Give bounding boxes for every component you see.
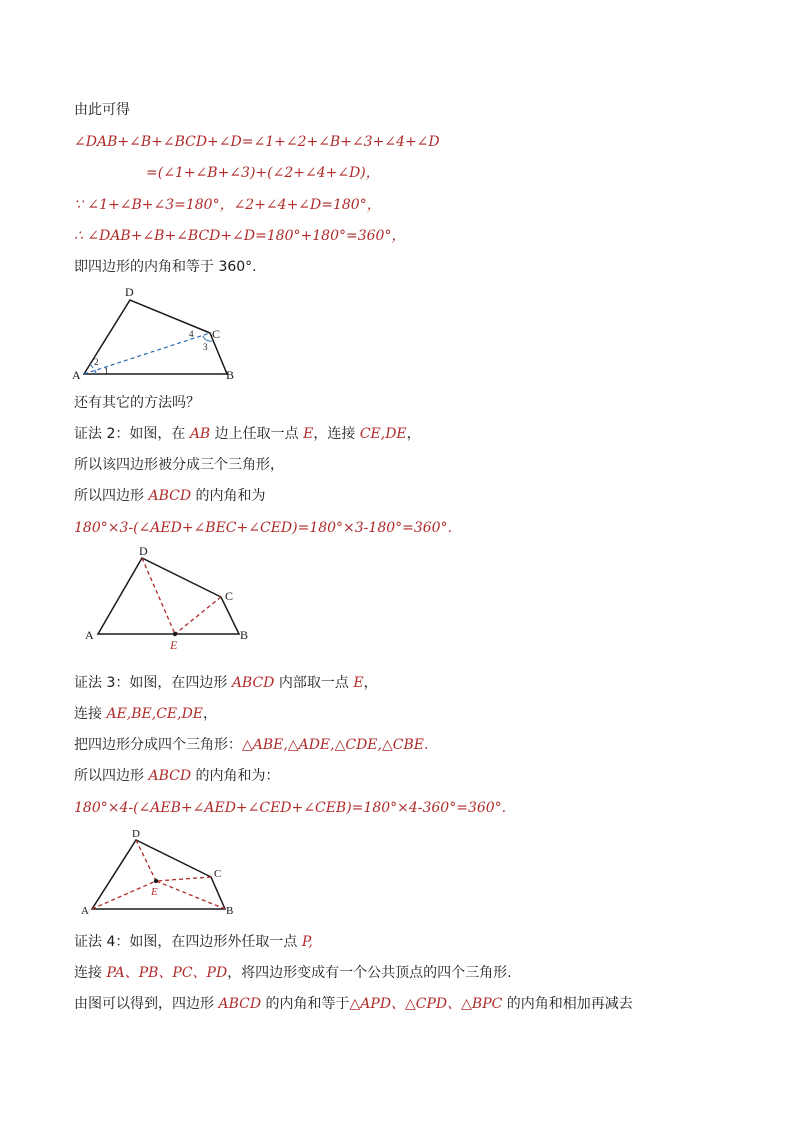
- text-line: [74, 704, 217, 724]
- equation-line: =(∠1+∠B+∠3)+(∠2+∠4+∠D)，: [146, 165, 380, 181]
- vertex-label-a: A: [85, 628, 94, 642]
- point-label-e: E: [170, 638, 178, 652]
- text-line: [74, 735, 428, 755]
- text-span: 证法 3：如图，在四边形: [74, 675, 232, 691]
- equation-line: ∵ ∠1+∠B+∠3=180°，∠2+∠4+∠D=180°，: [74, 197, 381, 213]
- math-span: E: [353, 675, 364, 691]
- text-span: 的内角和等于: [261, 996, 350, 1012]
- math-span: AB: [189, 426, 211, 442]
- point-e: [173, 632, 177, 636]
- text-line: 还有其它的方法吗？: [74, 395, 200, 411]
- text-span: 内部取一点: [274, 675, 354, 691]
- text-line: 所以该四边形被分成三个三角形，: [74, 457, 284, 473]
- text-span: 把四边形分成四个三角形：: [74, 737, 242, 753]
- equation-line: 180°×4-(∠AEB+∠AED+∠CED+∠CEB)=180°×4-360°=360°.: [74, 800, 507, 816]
- math-span: CE,DE: [359, 426, 407, 442]
- text-line: [74, 673, 378, 693]
- math-span: ABCD: [148, 488, 192, 504]
- vertex-label-b: B: [226, 905, 234, 917]
- vertex-label-a: A: [81, 905, 89, 917]
- text-line: 即四边形的内角和等于 360°.: [74, 259, 257, 275]
- angle-label-2: 2: [94, 357, 99, 367]
- text-span: 证法 2：如图，在: [74, 426, 190, 442]
- math-span: P,: [301, 934, 313, 950]
- segment-ce: [156, 877, 211, 881]
- text-span: 连接: [74, 706, 107, 722]
- segment-de: [136, 840, 156, 881]
- quad-outline: [98, 558, 239, 634]
- text-line: 由此可得: [74, 102, 130, 118]
- text-span: 证法 4：如图，在四边形外任取一点: [74, 934, 302, 950]
- math-span: PA、PB、PC、PD: [106, 965, 228, 981]
- angle-arc: [90, 364, 93, 368]
- equation-line: ∴ ∠DAB+∠B+∠BCD+∠D=180°+180°=360°，: [74, 228, 406, 244]
- equation-line: 180°×3-(∠AED+∠BEC+∠CED)=180°×3-180°=360°.: [74, 520, 453, 536]
- math-span: E: [303, 426, 314, 442]
- vertex-label-b: B: [240, 628, 249, 642]
- math-span: △APD、△CPD、△BPC: [349, 996, 503, 1012]
- math-span: △ABE,△ADE,△CDE,△CBE.: [242, 737, 429, 753]
- text-span: ，: [363, 675, 378, 691]
- text-line: [74, 994, 633, 1014]
- segment-de: [142, 558, 175, 634]
- text-span: 的内角和为: [191, 488, 266, 504]
- text-line: [74, 932, 313, 952]
- text-span: ，将四边形变成有一个公共顶点的四个三角形.: [227, 965, 512, 981]
- angle-label-1: 1: [104, 366, 109, 376]
- vertex-label-d: D: [125, 285, 134, 299]
- text-span: 的内角和相加再减去: [502, 996, 633, 1012]
- angle-arc: [203, 336, 212, 341]
- vertex-label-d: D: [132, 828, 140, 840]
- text-line: [74, 486, 266, 506]
- figure-3-quadrilateral: [78, 826, 258, 926]
- point-e: [154, 879, 158, 883]
- text-span: 由图可以得到，四边形: [74, 996, 219, 1012]
- text-span: 边上任取一点: [210, 426, 304, 442]
- vertex-label-c: C: [225, 589, 234, 603]
- text-line: [74, 766, 280, 786]
- text-line: [74, 424, 421, 444]
- math-span: AE,BE,CE,DE: [106, 706, 204, 722]
- diagonal-ac: [84, 333, 210, 374]
- text-span: ，: [203, 706, 218, 722]
- text-line: [74, 963, 512, 983]
- vertex-label-d: D: [139, 544, 148, 558]
- text-span: 所以四边形: [74, 488, 149, 504]
- text-span: ，: [406, 426, 421, 442]
- vertex-label-c: C: [212, 327, 221, 341]
- text-span: 所以四边形: [74, 768, 149, 784]
- figure-2-quadrilateral: [84, 545, 264, 655]
- angle-label-4: 4: [189, 329, 194, 339]
- equation-line: ∠DAB+∠B+∠BCD+∠D=∠1+∠2+∠B+∠3+∠4+∠D: [74, 134, 440, 150]
- segment-ce: [175, 597, 221, 634]
- math-span: ABCD: [148, 768, 192, 784]
- quad-outline: [84, 300, 227, 374]
- point-label-e: E: [151, 886, 158, 898]
- vertex-label-a: A: [72, 368, 81, 382]
- vertex-label-b: B: [226, 368, 235, 382]
- text-span: 的内角和为：: [191, 768, 280, 784]
- text-span: 连接: [74, 965, 107, 981]
- vertex-label-c: C: [214, 868, 222, 880]
- figure-1-quadrilateral: [70, 285, 250, 385]
- quad-outline: [92, 840, 225, 909]
- text-span: ，连接: [313, 426, 360, 442]
- math-span: ABCD: [231, 675, 275, 691]
- math-span: ABCD: [218, 996, 262, 1012]
- angle-label-3: 3: [203, 342, 208, 352]
